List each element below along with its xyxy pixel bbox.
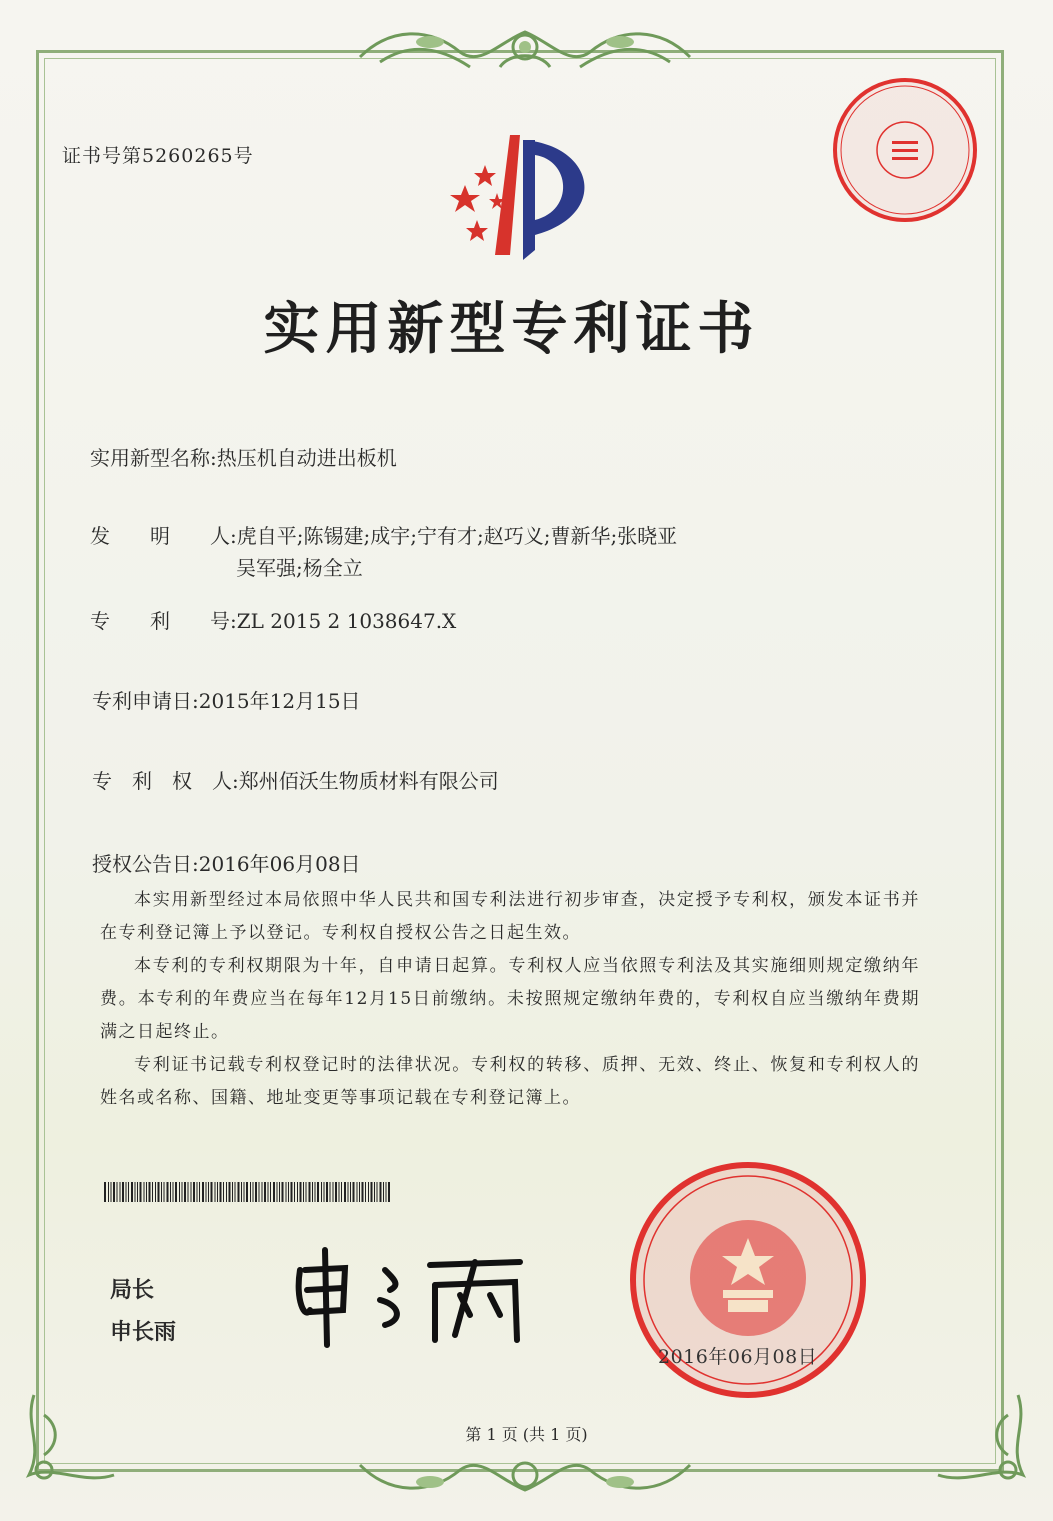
inventor-value-2: 吴军强;杨全立	[236, 556, 363, 580]
director-block	[110, 1270, 176, 1354]
patent-number-field	[90, 605, 456, 634]
patent-office-logo-icon	[435, 125, 615, 265]
body-paragraph: 本专利的专利权期限为十年，自申请日起算。专利权人应当依照专利法及其实施细则规定缴纳年费。本专利的年费应当在每年12月15日前缴纳。未按照规定缴纳年费的，专利权自应当缴纳年费期满之日起终止。	[100, 956, 920, 1042]
patentee-value: 郑州佰沃生物质材料有限公司	[238, 769, 499, 793]
application-date-label: 专利申请日:	[92, 689, 199, 713]
director-title: 局长	[110, 1278, 155, 1303]
title-text: 实用新型专利证书	[263, 296, 760, 362]
name-value: 热压机自动进出板机	[216, 446, 397, 470]
top-ornament-icon	[350, 12, 700, 82]
inventor-field	[90, 520, 677, 549]
patentee-field	[92, 765, 499, 794]
barcode-icon	[104, 1182, 392, 1202]
certificate-number: 证书号第5260265号	[62, 145, 254, 167]
grant-date-label: 授权公告日:	[92, 852, 199, 876]
page-number: 第 1 页 (共 1 页)	[465, 1425, 588, 1444]
application-date-field	[92, 685, 361, 714]
body-paragraph: 本实用新型经过本局依照中华人民共和国专利法进行初步审查，决定授予专利权，颁发本证书并在专利登记簿上予以登记。专利权自授权公告之日起生效。	[100, 890, 920, 943]
utility-model-name-field	[90, 442, 397, 471]
seal-date: 2016年06月08日	[658, 1346, 818, 1368]
bottom-ornament-icon	[350, 1440, 700, 1510]
application-date-value: 2015年12月15日	[198, 689, 361, 713]
grant-date-field	[92, 848, 361, 877]
director-signature-icon	[285, 1240, 535, 1350]
name-label: 实用新型名称:	[90, 446, 217, 470]
inventor-value: 虎自平;陈锡建;成宇;宁有才;赵巧义;曹新华;张晓亚	[236, 524, 678, 548]
director-name: 申长雨	[110, 1320, 177, 1345]
certificate-title	[0, 285, 1053, 365]
patent-number-label: 专 利 号:	[90, 609, 237, 633]
patent-number-value: ZL 2015 2 1038647.X	[236, 609, 457, 633]
patentee-label: 专 利 权 人:	[92, 769, 239, 793]
inventor-field-cont	[236, 552, 363, 581]
inventor-label: 发 明 人:	[90, 524, 237, 548]
tax-stamp-seal-icon	[830, 75, 980, 225]
body-paragraph: 专利证书记载专利权登记时的法律状况。专利权的转移、质押、无效、终止、恢复和专利权人的姓名或名称、国籍、地址变更等事项记载在专利登记簿上。	[100, 1055, 920, 1108]
certificate-body	[100, 884, 920, 1115]
grant-date-value: 2016年06月08日	[198, 852, 361, 876]
